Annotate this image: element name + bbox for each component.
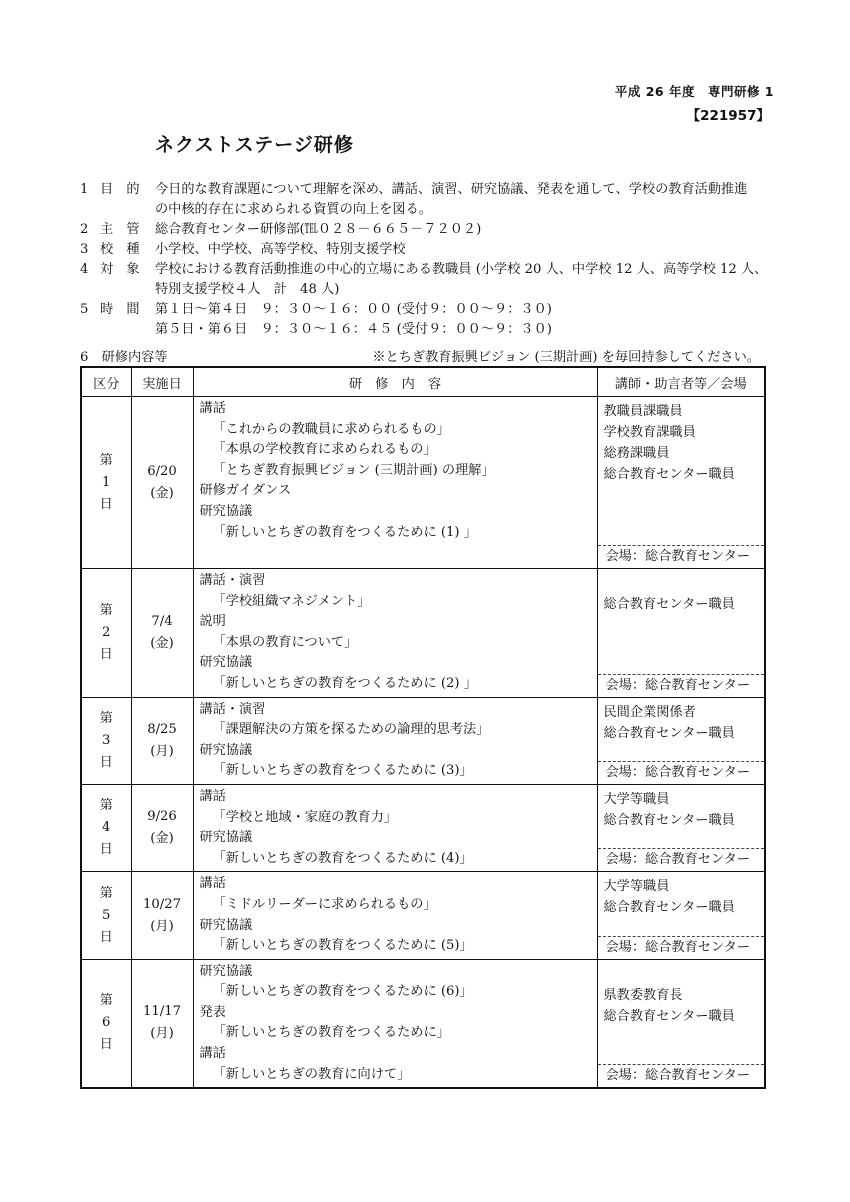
- session-content-cell: [193, 872, 597, 959]
- session-content-cell: [193, 397, 597, 569]
- overview-item-line: 学校における教育活動推進の中心的立場にある教職員 (小学校 20 人、中学校 12 人、高等学校 12 人、: [155, 262, 768, 277]
- session-day-char: 日: [99, 496, 113, 512]
- session-topic: 「新しいとちぎの教育をつくるために」: [212, 1025, 450, 1041]
- session-day-char: 日: [99, 929, 113, 945]
- overview-item-number: 3: [80, 242, 89, 257]
- session-day-char: 3: [102, 732, 111, 748]
- header-kubun: 区分: [81, 367, 131, 397]
- staff-entry: 総合教育センター職員: [603, 812, 735, 828]
- page-title: ネクストステージ研修: [155, 134, 354, 156]
- overview-item-line: 特別支援学校４人 計 48 人): [155, 282, 340, 297]
- session-content-cell: [193, 697, 597, 784]
- session-day-cell: [81, 872, 131, 959]
- overview-item: [80, 300, 780, 340]
- session-day-char: 6: [102, 1015, 111, 1031]
- session-day-cell: [81, 959, 131, 1088]
- session-topic: 「本県の教育について」: [212, 634, 358, 650]
- session-date-cell: [131, 784, 193, 871]
- session-day-cell: [81, 569, 131, 698]
- session-day-char: 第: [99, 798, 113, 814]
- table-row: [81, 569, 765, 698]
- staff-entry: [604, 573, 759, 594]
- session-content-cell: [193, 959, 597, 1088]
- table-header-row: [81, 367, 765, 397]
- session-topic: 「これからの教職員に求められるもの」: [212, 421, 450, 437]
- overview-item: [80, 180, 780, 220]
- overview-item-line: 第１日～第４日 ９：３０～１６：００ (受付９：００～９：３０): [155, 302, 552, 317]
- session-date-cell: [131, 872, 193, 959]
- session-weekday: (金): [150, 831, 174, 847]
- staff-entry: 教職員課職員: [603, 404, 683, 419]
- overview-item-line: 小学校、中学校、高等学校、特別支援学校: [155, 242, 406, 257]
- session-weekday: (金): [150, 485, 174, 501]
- session-staff-cell: [597, 872, 765, 959]
- overview-item-number: 4: [80, 262, 89, 277]
- staff-entry: 大学等職員: [603, 879, 670, 895]
- session-staff-cell: [597, 569, 765, 698]
- session-date: 8/25: [147, 721, 177, 737]
- session-activity: 講話・演習: [199, 701, 266, 717]
- table-row: [81, 397, 765, 569]
- session-staff-cell: [597, 697, 765, 784]
- session-date-cell: [131, 697, 193, 784]
- session-venue: 会場：総合教育センター: [598, 1064, 765, 1087]
- bring-vision-note: ※とちぎ教育振興ビジョン (三期計画) を毎回持参してください。: [372, 350, 760, 365]
- session-activity: 研究協議: [199, 655, 253, 671]
- item-6-line: [80, 346, 760, 365]
- session-activity: 研究協議: [199, 503, 253, 519]
- staff-entry: 大学等職員: [603, 791, 670, 807]
- session-topic: 「新しいとちぎの教育をつくるために (6)」: [212, 984, 473, 1000]
- overview-item-body: [155, 180, 780, 220]
- overview-item-line: 総合教育センター研修部(℡０２８－６６５－７２０２): [155, 222, 482, 237]
- session-weekday: (月): [150, 743, 174, 759]
- item-6-heading: [80, 346, 168, 365]
- session-topic: 「本県の学校教育に求められるもの」: [212, 442, 437, 458]
- session-day-char: 第: [99, 452, 113, 468]
- overview-item-line: の中核的存在に求められる資質の向上を図る。: [155, 202, 432, 217]
- session-content-cell: [193, 569, 597, 698]
- session-day-char: 日: [99, 1037, 113, 1053]
- session-topic: 「課題解決の方策を探るための論理的思考法」: [212, 722, 490, 738]
- session-day-char: 4: [102, 820, 111, 836]
- table-row: [81, 697, 765, 784]
- session-topic: 「新しいとちぎの教育をつくるために (5)」: [212, 938, 473, 954]
- overview-item-label: 時 間: [100, 302, 140, 317]
- session-weekday: (月): [150, 918, 174, 934]
- session-staff-cell: [597, 397, 765, 569]
- staff-list: [598, 397, 765, 485]
- overview-item-line: 今日的な教育課題について理解を深め、講話、演習、研究協議、発表を通して、学校の教育活動推進: [155, 182, 748, 197]
- session-topic: 「学校と地域・家庭の教育力」: [212, 809, 398, 825]
- staff-list: [598, 872, 765, 918]
- overview-item-number: 5: [80, 302, 89, 317]
- overview-item: [80, 220, 780, 240]
- overview-item-label: 主 管: [100, 222, 140, 237]
- staff-entry: 総合教育センター職員: [603, 1008, 735, 1024]
- table-row: [81, 872, 765, 959]
- staff-list: [598, 785, 765, 831]
- session-topic: 「とちぎ教育振興ビジョン (三期計画) の理解」: [212, 462, 495, 478]
- session-day-char: 日: [99, 842, 113, 858]
- session-date: 6/20: [147, 463, 177, 479]
- session-day-cell: [81, 784, 131, 871]
- session-day-cell: [81, 697, 131, 784]
- overview-item-body: [155, 260, 780, 300]
- overview-item-label: 対 象: [100, 262, 140, 277]
- session-day-cell: [81, 397, 131, 569]
- overview-item-line: 第５日・第６日 ９：３０～１６：４５ (受付９：００～９：３０): [155, 322, 552, 337]
- staff-entry: 県教委教育長: [603, 987, 683, 1003]
- staff-list: [598, 698, 765, 744]
- header-date: 実施日: [131, 367, 193, 397]
- overview-item: [80, 260, 780, 300]
- staff-entry: 総合教育センター職員: [603, 597, 735, 612]
- session-day-char: 第: [99, 602, 113, 618]
- session-topic: 「新しいとちぎの教育に向けて」: [212, 1066, 411, 1082]
- session-date-cell: [131, 959, 193, 1088]
- overview-item: [80, 240, 780, 260]
- overview-list: [80, 180, 780, 340]
- overview-item-label: 校 種: [100, 242, 140, 257]
- session-day-char: 1: [102, 474, 111, 490]
- session-weekday: (月): [150, 1026, 174, 1042]
- session-topic: 「学校組織マネジメント」: [212, 593, 371, 609]
- overview-item-body: [155, 300, 780, 340]
- session-venue: 会場：総合教育センター: [598, 674, 765, 697]
- table-row: [81, 784, 765, 871]
- session-venue: 会場：総合教育センター: [598, 761, 765, 784]
- session-activity: 講話: [199, 876, 226, 892]
- header-staff: 講師・助言者等／会場: [597, 367, 765, 397]
- session-day-char: 5: [102, 907, 111, 923]
- staff-list: [598, 960, 765, 1027]
- session-weekday: (金): [150, 635, 174, 651]
- schedule-table: [80, 366, 766, 1089]
- session-day-char: 日: [99, 754, 113, 770]
- overview-item-body: [155, 220, 780, 240]
- session-topic: 「新しいとちぎの教育をつくるために (2) 」: [212, 675, 477, 691]
- session-activity: 発表: [199, 1004, 226, 1020]
- session-activity: 説明: [199, 614, 226, 630]
- overview-item-label: 目 的: [100, 182, 140, 197]
- session-activity: 研修ガイダンス: [199, 483, 292, 499]
- session-topic: 「新しいとちぎの教育をつくるために (1) 」: [212, 524, 477, 540]
- overview-item-number: 2: [80, 222, 89, 237]
- session-activity: 研究協議: [199, 917, 253, 933]
- session-date: 11/17: [142, 1004, 181, 1020]
- session-venue: 会場：総合教育センター: [598, 936, 765, 959]
- session-day-char: 2: [102, 624, 111, 640]
- staff-entry: 総合教育センター職員: [603, 900, 735, 916]
- session-activity: 講話・演習: [199, 573, 266, 588]
- session-date-cell: [131, 569, 193, 698]
- session-staff-cell: [597, 959, 765, 1088]
- session-activity: 講話: [199, 1046, 226, 1062]
- session-activity: 講話: [199, 788, 226, 804]
- session-venue: 会場：総合教育センター: [598, 545, 765, 568]
- overview-item-body: [155, 240, 780, 260]
- session-activity: 講話: [199, 401, 226, 416]
- session-date: 9/26: [147, 809, 177, 825]
- session-staff-cell: [597, 784, 765, 871]
- session-date: 7/4: [151, 613, 173, 629]
- item-6-label: 研修内容等: [101, 350, 168, 365]
- session-day-char: 第: [99, 710, 113, 726]
- staff-entry: 民間企業関係者: [603, 704, 696, 720]
- session-day-char: 日: [99, 646, 113, 662]
- session-day-char: 第: [99, 885, 113, 901]
- table-row: [81, 959, 765, 1088]
- session-topic: 「新しいとちぎの教育をつくるために (4)」: [212, 850, 473, 866]
- staff-list: [598, 569, 765, 615]
- item-6-number: 6: [80, 350, 89, 365]
- session-content-cell: [193, 784, 597, 871]
- session-activity: 研究協議: [199, 830, 253, 846]
- staff-entry: [604, 964, 759, 985]
- course-code: 【221957】: [686, 108, 770, 124]
- fiscal-year-label: 平成 26 年度 専門研修 1: [614, 84, 774, 99]
- staff-entry: 総務課職員: [603, 446, 670, 461]
- session-date-cell: [131, 397, 193, 569]
- staff-entry: 学校教育課職員: [603, 425, 696, 440]
- session-topic: 「ミドルリーダーに求められるもの」: [212, 896, 437, 912]
- session-activity: 研究協議: [199, 742, 253, 758]
- overview-item-number: 1: [80, 182, 89, 197]
- session-date: 10/27: [142, 896, 181, 912]
- staff-entry: 総合教育センター職員: [603, 467, 735, 482]
- header-content: 研 修 内 容: [193, 367, 597, 397]
- session-venue: 会場：総合教育センター: [598, 848, 765, 871]
- staff-entry: 総合教育センター職員: [603, 725, 735, 741]
- session-activity: 研究協議: [199, 963, 253, 979]
- session-topic: 「新しいとちぎの教育をつくるために (3)」: [212, 763, 473, 779]
- session-day-char: 第: [99, 993, 113, 1009]
